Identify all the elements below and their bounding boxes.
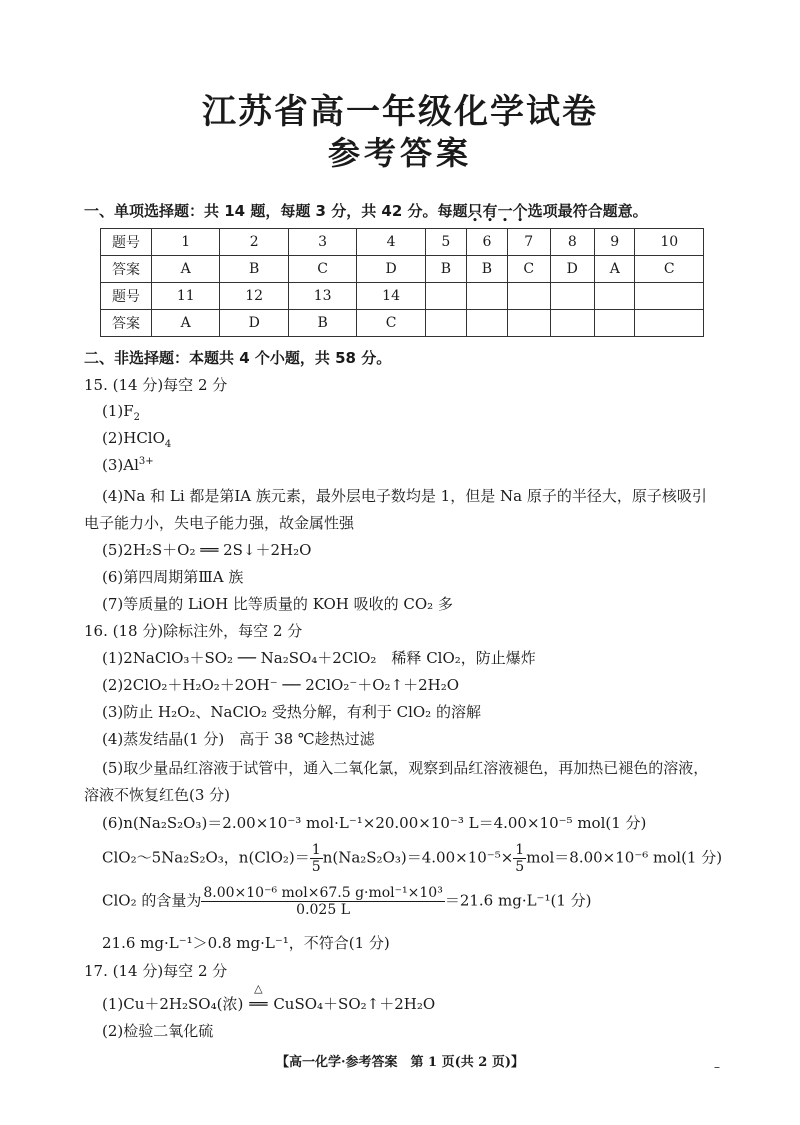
table-row: [101, 256, 704, 283]
table-cell: 13: [288, 283, 356, 310]
q16-answer-1: (1)2NaClO₃＋SO₂ ── Na₂SO₄＋2ClO₂ 稀释 ClO₂，防止爆炸: [102, 649, 536, 667]
table-cell: [550, 310, 594, 337]
table-cell: 3: [288, 229, 356, 256]
q15-answer-5: (5)2H₂S＋O₂ ══ 2S↓＋2H₂O: [102, 541, 312, 559]
q16-answer-6-line1: (6)n(Na₂S₂O₃)＝2.00×10⁻³ mol·L⁻¹×20.00×10⁻³ L＝4.00×10⁻⁵ mol(1 分): [102, 814, 647, 832]
table-cell: B: [288, 310, 356, 337]
table-cell: [425, 310, 466, 337]
table-cell: 12: [220, 283, 288, 310]
section2-heading: 二、非选择题：本题共 4 个小题，共 58 分。: [84, 349, 392, 367]
q16-answer-6-line4: 21.6 mg·L⁻¹＞0.8 mg·L⁻¹，不符合(1 分): [102, 934, 390, 952]
table-cell: 5: [425, 229, 466, 256]
q15-header: 15. (14 分)每空 2 分: [84, 376, 228, 394]
table-cell: 8: [550, 229, 594, 256]
q17-answer-2: (2)检验二氧化硫: [102, 1022, 214, 1040]
table-cell: 答案: [101, 310, 152, 337]
q15-answer-1: $(1)F_2$: [102, 402, 141, 423]
table-cell: 题号: [101, 283, 152, 310]
table-cell: [507, 283, 550, 310]
corner-mark: –: [714, 1060, 720, 1074]
table-cell: [466, 283, 507, 310]
table-cell: [507, 310, 550, 337]
q15-answer-2: (2)HClO$_4$: [102, 429, 172, 450]
q15-answer-3: $(3)Al^{3+}$: [102, 456, 154, 474]
q16-answer-4: (4)蒸发结晶(1 分) 高于 38 ℃趁热过滤: [102, 730, 375, 748]
document-title: 江苏省高一年级化学试卷: [202, 92, 598, 132]
table-cell: 6: [466, 229, 507, 256]
table-cell: 9: [595, 229, 635, 256]
table-cell: A: [595, 256, 635, 283]
table-cell: 2: [220, 229, 288, 256]
q16-answer-6-line2: ClO₂～5Na₂S₂O₃，n(ClO₂)＝ $\frac{1}{5}$ n(Na₂S₂O₃)＝4.00×10⁻⁵× $\frac{1}{5}$ mol＝8.00×10⁻⁶ mol(1 分): [102, 842, 723, 875]
table-cell: [550, 283, 594, 310]
table-cell: [595, 310, 635, 337]
table-cell: [425, 283, 466, 310]
table-row: [101, 229, 704, 256]
table-cell: [595, 283, 635, 310]
table-cell: [635, 310, 704, 337]
document-subtitle: 参考答案: [327, 134, 472, 172]
table-cell: B: [425, 256, 466, 283]
table-cell: D: [357, 256, 425, 283]
table-cell: D: [220, 310, 288, 337]
table-cell: C: [635, 256, 704, 283]
table-cell: B: [220, 256, 288, 283]
table-cell: 4: [357, 229, 425, 256]
answer-table: [100, 228, 704, 337]
table-cell: 1: [152, 229, 220, 256]
table-cell: [635, 283, 704, 310]
q17-answer-1: (1)Cu＋2H₂SO₄(浓) △ ══ CuSO₄＋SO₂↑＋2H₂O: [102, 982, 436, 1013]
table-cell: C: [288, 256, 356, 283]
q15-answer-7: (7)等质量的 LiOH 比等质量的 KOH 吸收的 CO₂ 多: [102, 595, 453, 613]
q16-answer-5-line2: 溶液不恢复红色(3 分): [84, 786, 231, 804]
table-cell: A: [152, 256, 220, 283]
q16-answer-3: (3)防止 H₂O₂、NaClO₂ 受热分解，有利于 ClO₂ 的溶解: [102, 703, 481, 721]
table-cell: 答案: [101, 256, 152, 283]
q16-answer-2: (2)2ClO₂＋H₂O₂＋2OH⁻ ── 2ClO₂⁻＋O₂↑＋2H₂O: [102, 676, 460, 694]
table-cell: 10: [635, 229, 704, 256]
table-cell: C: [357, 310, 425, 337]
q15-answer-4-line2: 电子能力小，失电子能力强，故金属性强: [84, 514, 355, 532]
page-footer: 【高一化学·参考答案 第 1 页(共 2 页)】: [275, 1055, 525, 1070]
q16-header: 16. (18 分)除标注外，每空 2 分: [84, 622, 303, 640]
q17-header: 17. (14 分)每空 2 分: [84, 962, 228, 980]
table-cell: A: [152, 310, 220, 337]
table-cell: 7: [507, 229, 550, 256]
table-cell: C: [507, 256, 550, 283]
table-cell: 14: [357, 283, 425, 310]
q16-answer-5-line1: (5)取少量品红溶液于试管中，通入二氧化氯，观察到品红溶液褪色，再加热已褪色的溶液，: [102, 759, 709, 777]
table-cell: D: [550, 256, 594, 283]
q15-answer-6: (6)第四周期第ⅢA 族: [102, 568, 244, 586]
table-cell: 题号: [101, 229, 152, 256]
heat-condition-icon: △: [254, 982, 263, 995]
table-cell: 11: [152, 283, 220, 310]
q16-answer-6-line3: ClO₂ 的含量为 $\frac{\text{8.00×10⁻⁶ mol×67.5 g·mol⁻¹×10³}}{0.025 L}$ ＝21.6 mg·L⁻¹(1 分): [102, 885, 592, 918]
fraction-clo2-content: $\frac{\text{8.00×10⁻⁶ mol×67.5 g·mol⁻¹×10³}}{0.025 L}$: [203, 885, 443, 918]
section1-heading: 一、单项选择题：共 14 题，每题 3 分，共 42 分。每题只有一个选项最符合题意。: [84, 202, 648, 220]
table-row: [101, 283, 704, 310]
q15-answer-4-line1: (4)Na 和 Li 都是第ⅠA 族元素，最外层电子数均是 1，但是 Na 原子的半径大，原子核吸引: [102, 487, 707, 505]
table-cell: [466, 310, 507, 337]
fraction-one-fifth: $\frac{1}{5}$: [311, 842, 321, 875]
table-row: [101, 310, 704, 337]
fraction-one-fifth-2: $\frac{1}{5}$: [515, 842, 525, 875]
table-cell: B: [466, 256, 507, 283]
